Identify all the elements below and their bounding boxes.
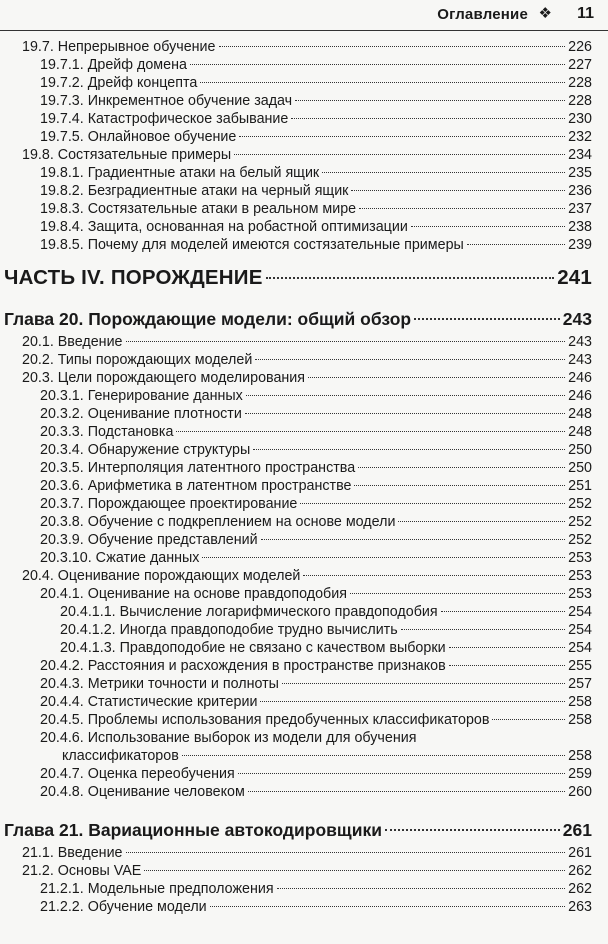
chapter-page: 243 <box>562 309 592 329</box>
toc-entry-page: 253 <box>568 586 592 602</box>
toc-entry[interactable] <box>0 333 608 351</box>
toc-entry-page: 254 <box>568 622 592 638</box>
toc-entry-text: 21.1. Введение <box>22 845 123 861</box>
toc-entry-text: 19.8.3. Состязательные атаки в реальном мире <box>40 201 357 217</box>
toc-entry-page: 253 <box>568 550 592 566</box>
toc-entry-page: 235 <box>568 165 592 181</box>
table-of-contents <box>0 38 608 916</box>
toc-entry-text: 20.3.5. Интерполяция латентного пространства <box>40 460 356 476</box>
toc-entry[interactable] <box>0 351 608 369</box>
toc-entry[interactable] <box>0 531 608 549</box>
toc-entry[interactable] <box>0 880 608 898</box>
toc-entry[interactable] <box>0 405 608 423</box>
toc-entry-text: 19.7.3. Инкрементное обучение задач <box>40 93 293 109</box>
toc-entry-text: 19.8.1. Градиентные атаки на белый ящик <box>40 165 320 181</box>
toc-entry-text: 20.4. Оценивание порождающих моделей <box>22 568 301 584</box>
toc-entry-text: 20.3. Цели порождающего моделирования <box>22 370 306 386</box>
toc-entry-page: 254 <box>568 604 592 620</box>
part-page: 241 <box>557 266 592 289</box>
toc-entry-text: 20.4.3. Метрики точности и полноты <box>40 676 279 692</box>
toc-entry[interactable] <box>0 513 608 531</box>
toc-entry-page: 259 <box>568 766 592 782</box>
dot-leader <box>219 46 566 47</box>
toc-entry[interactable] <box>0 74 608 92</box>
dot-leader <box>190 64 565 65</box>
dot-leader <box>295 100 565 101</box>
toc-entry-text: 20.3.8. Обучение с подкреплением на основе модели <box>40 514 396 530</box>
diamond-ornament-icon: ❖ <box>538 5 552 22</box>
toc-entry[interactable] <box>0 549 608 567</box>
toc-entry-page: 230 <box>568 111 592 127</box>
toc-entry[interactable] <box>0 146 608 164</box>
toc-entry-text: 19.7.1. Дрейф домена <box>40 57 187 73</box>
toc-entry[interactable] <box>0 369 608 387</box>
toc-entry-page: 239 <box>568 237 592 253</box>
section-19-entries <box>0 38 608 254</box>
dot-leader <box>354 485 565 486</box>
toc-entry-text: 20.3.9. Обучение представлений <box>40 532 258 548</box>
toc-entry[interactable] <box>0 459 608 477</box>
toc-entry-page: 263 <box>568 899 592 915</box>
toc-entry[interactable] <box>0 844 608 862</box>
toc-entry-text: 20.4.7. Оценка переобучения <box>40 766 235 782</box>
dot-leader <box>411 226 565 227</box>
toc-entry[interactable] <box>0 862 608 880</box>
toc-entry[interactable] <box>0 441 608 459</box>
dot-leader <box>401 629 565 630</box>
dot-leader <box>253 449 565 450</box>
toc-entry-page: 248 <box>568 424 592 440</box>
toc-entry-page: 255 <box>568 658 592 674</box>
dot-leader <box>126 341 566 342</box>
toc-entry-page: 260 <box>568 784 592 800</box>
toc-entry-page: 232 <box>568 129 592 145</box>
toc-entry-page: 253 <box>568 568 592 584</box>
toc-entry-text: 20.4.1.2. Иногда правдоподобие трудно вычислить <box>60 622 398 638</box>
toc-entry-page: 250 <box>568 442 592 458</box>
dot-leader <box>176 431 565 432</box>
toc-entry[interactable] <box>0 236 608 254</box>
toc-entry[interactable] <box>0 92 608 110</box>
toc-entry[interactable] <box>0 657 608 675</box>
toc-entry-text: 19.7.2. Дрейф концепта <box>40 75 198 91</box>
toc-entry-page: 258 <box>568 712 592 728</box>
toc-entry-page: 243 <box>568 352 592 368</box>
toc-entry-page: 262 <box>568 881 592 897</box>
toc-entry-text: 19.8. Состязательные примеры <box>22 147 232 163</box>
dot-leader <box>449 647 566 648</box>
toc-entry-text: 20.3.4. Обнаружение структуры <box>40 442 251 458</box>
toc-entry[interactable] <box>0 182 608 200</box>
toc-entry-page: 254 <box>568 640 592 656</box>
toc-entry[interactable] <box>0 110 608 128</box>
dot-leader <box>351 190 565 191</box>
toc-entry-text: 21.2.2. Обучение модели <box>40 899 207 915</box>
toc-entry-page: 257 <box>568 676 592 692</box>
toc-entry[interactable] <box>0 567 608 585</box>
toc-entry-page: 238 <box>568 219 592 235</box>
dot-leader <box>255 359 565 360</box>
dot-leader <box>322 172 565 173</box>
dot-leader <box>248 791 565 792</box>
toc-entry-text: 20.3.6. Арифметика в латентном пространстве <box>40 478 352 494</box>
toc-entry-text-line1: 20.4.6. Использование выборок из модели для обучения <box>40 730 417 746</box>
toc-entry[interactable] <box>0 639 608 657</box>
dot-leader <box>202 557 565 558</box>
chapter-title: Глава 21. Вариационные автокодировщики <box>4 820 382 840</box>
toc-entry-page: 262 <box>568 863 592 879</box>
toc-entry-page: 252 <box>568 496 592 512</box>
toc-entry[interactable] <box>0 693 608 711</box>
toc-entry-page: 252 <box>568 514 592 530</box>
toc-entry-text: 19.7.5. Онлайновое обучение <box>40 129 237 145</box>
dot-leader <box>277 888 566 889</box>
toc-entry-text: 20.3.10. Сжатие данных <box>40 550 200 566</box>
toc-entry[interactable] <box>0 495 608 513</box>
toc-entry-page: 246 <box>568 370 592 386</box>
dot-leader <box>266 277 555 279</box>
dot-leader <box>210 906 565 907</box>
toc-entry-page: 243 <box>568 334 592 350</box>
dot-leader <box>467 244 565 245</box>
running-header <box>0 0 608 31</box>
toc-entry-page: 227 <box>568 57 592 73</box>
toc-entry-text: 20.1. Введение <box>22 334 123 350</box>
dot-leader <box>238 773 565 774</box>
dot-leader <box>303 575 565 576</box>
part-heading[interactable] <box>0 261 608 295</box>
chapter-20-entries-end <box>0 765 608 801</box>
toc-entry[interactable] <box>0 38 608 56</box>
header-title: Оглавление <box>437 6 528 23</box>
toc-entry-text: 20.3.1. Генерирование данных <box>40 388 243 404</box>
toc-entry-text: 19.8.2. Безградиентные атаки на черный ящик <box>40 183 349 199</box>
dot-leader <box>414 318 560 320</box>
toc-entry-text: 20.2. Типы порождающих моделей <box>22 352 253 368</box>
toc-entry[interactable] <box>0 387 608 405</box>
toc-entry-page: 258 <box>568 694 592 710</box>
toc-entry-text: 19.7. Непрерывное обучение <box>22 39 216 55</box>
toc-entry-text: 20.4.4. Статистические критерии <box>40 694 258 710</box>
dot-leader <box>182 755 565 756</box>
dot-leader <box>260 701 565 702</box>
toc-entry-page: 226 <box>568 39 592 55</box>
dot-leader <box>385 829 560 831</box>
dot-leader <box>449 665 565 666</box>
chapter-title: Глава 20. Порождающие модели: общий обзор <box>4 309 412 329</box>
toc-entry-text: 20.4.1. Оценивание на основе правдоподобия <box>40 586 347 602</box>
toc-entry-page: 228 <box>568 75 592 91</box>
toc-entry-page: 251 <box>568 478 592 494</box>
dot-leader <box>246 395 565 396</box>
toc-entry-page: 252 <box>568 532 592 548</box>
dot-leader <box>282 683 565 684</box>
chapter-20-heading[interactable] <box>0 305 608 333</box>
page-number: 11 <box>577 5 594 22</box>
toc-entry[interactable] <box>0 56 608 74</box>
toc-entry-text: 21.2.1. Модельные предположения <box>40 881 274 897</box>
chapter-21-entries <box>0 844 608 916</box>
toc-entry-page: 246 <box>568 388 592 404</box>
dot-leader <box>398 521 565 522</box>
chapter-page: 261 <box>562 820 592 840</box>
toc-entry-text: 20.4.2. Расстояния и расхождения в пространстве признаков <box>40 658 446 674</box>
chapter-20-entries <box>0 333 608 729</box>
toc-entry[interactable] <box>0 621 608 639</box>
toc-entry-text: 20.3.7. Порождающее проектирование <box>40 496 298 512</box>
toc-entry-text: 20.4.8. Оценивание человеком <box>40 784 245 800</box>
toc-entry[interactable] <box>0 164 608 182</box>
toc-entry-text: 19.8.4. Защита, основанная на робастной оптимизации <box>40 219 408 235</box>
toc-entry-page: 250 <box>568 460 592 476</box>
dot-leader <box>200 82 565 83</box>
toc-entry[interactable] <box>0 603 608 621</box>
toc-entry-text: 20.4.1.3. Правдоподобие не связано с качеством выборки <box>60 640 446 656</box>
toc-entry-text: 19.7.4. Катастрофическое забывание <box>40 111 289 127</box>
dot-leader <box>126 852 566 853</box>
dot-leader <box>144 870 565 871</box>
toc-entry[interactable] <box>0 200 608 218</box>
dot-leader <box>234 154 565 155</box>
toc-entry[interactable] <box>0 128 608 146</box>
dot-leader <box>261 539 566 540</box>
toc-entry-text: 19.8.5. Почему для моделей имеются состязательные примеры <box>40 237 464 253</box>
toc-entry[interactable] <box>0 783 608 801</box>
toc-entry-page: 261 <box>568 845 592 861</box>
toc-entry[interactable] <box>0 423 608 441</box>
toc-entry-text-line2: классификаторов <box>62 748 179 764</box>
dot-leader <box>239 136 565 137</box>
toc-entry-page: 258 <box>568 748 592 764</box>
toc-entry-text: 21.2. Основы VAE <box>22 863 142 879</box>
toc-entry[interactable] <box>0 477 608 495</box>
toc-entry[interactable] <box>0 711 608 729</box>
toc-entry[interactable] <box>0 898 608 916</box>
toc-entry-page: 234 <box>568 147 592 163</box>
toc-entry[interactable] <box>0 675 608 693</box>
dot-leader <box>245 413 565 414</box>
dot-leader <box>492 719 565 720</box>
toc-entry-page: 228 <box>568 93 592 109</box>
dot-leader <box>308 377 565 378</box>
toc-entry-page: 248 <box>568 406 592 422</box>
dot-leader <box>300 503 565 504</box>
toc-entry-page: 237 <box>568 201 592 217</box>
toc-entry[interactable] <box>0 585 608 603</box>
dot-leader <box>358 467 565 468</box>
dot-leader <box>441 611 566 612</box>
toc-entry[interactable] <box>0 765 608 783</box>
toc-entry-text: 20.4.1.1. Вычисление логарифмического правдоподобия <box>60 604 438 620</box>
toc-entry-text: 20.4.5. Проблемы использования предобученных классификаторов <box>40 712 490 728</box>
dot-leader <box>291 118 565 119</box>
toc-entry-wrapped[interactable] <box>0 729 608 765</box>
dot-leader <box>359 208 565 209</box>
toc-entry-page: 236 <box>568 183 592 199</box>
part-title: ЧАСТЬ IV. ПОРОЖДЕНИЕ <box>4 266 263 289</box>
toc-entry-text: 20.3.2. Оценивание плотности <box>40 406 242 422</box>
dot-leader <box>350 593 565 594</box>
toc-entry[interactable] <box>0 218 608 236</box>
chapter-21-heading[interactable] <box>0 816 608 844</box>
toc-entry-text: 20.3.3. Подстановка <box>40 424 174 440</box>
